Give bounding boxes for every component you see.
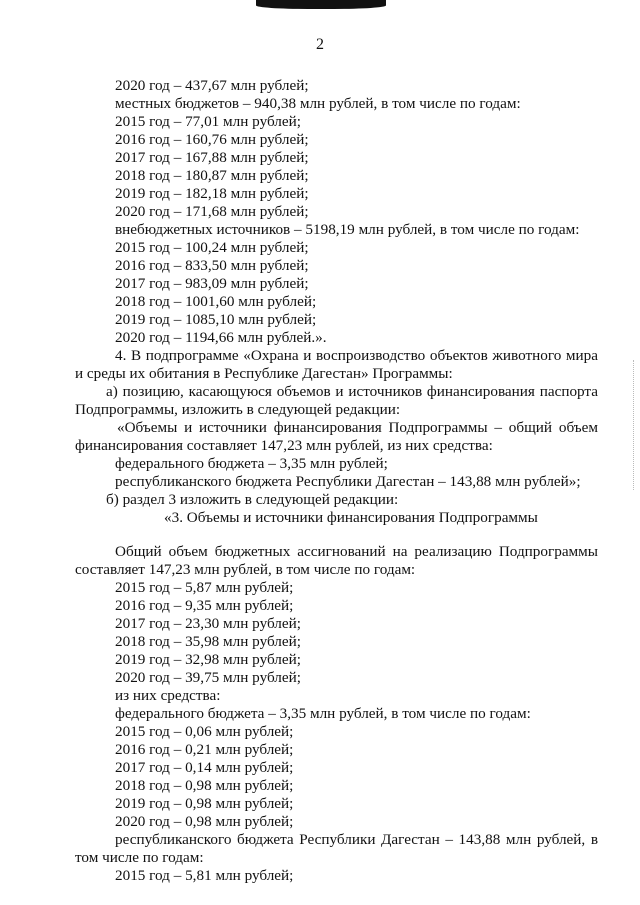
- text-line: 2015 год – 5,81 млн рублей;: [115, 867, 294, 884]
- text-line: республиканского бюджета Республики Дагестан – 143,88 млн рублей»;: [115, 473, 581, 490]
- text-line: 2019 год – 0,98 млн рублей;: [115, 795, 294, 812]
- text-line: 2020 год – 171,68 млн рублей;: [115, 203, 309, 220]
- text-line: Общий объем бюджетных ассигнований на реализацию Подпрограммы: [115, 543, 598, 560]
- text-line: 2020 год – 437,67 млн рублей;: [115, 77, 309, 94]
- section-heading: «3. Объемы и источники финансирования Подпрограммы: [164, 509, 538, 526]
- text-line: внебюджетных источников – 5198,19 млн рублей, в том числе по годам:: [115, 221, 580, 238]
- scan-artifact: [256, 0, 386, 9]
- text-line: 2020 год – 1194,66 млн рублей.».: [115, 329, 327, 346]
- text-line: 2015 год – 77,01 млн рублей;: [115, 113, 301, 130]
- text-line: федерального бюджета – 3,35 млн рублей;: [115, 455, 388, 472]
- text-line: 2017 год – 983,09 млн рублей;: [115, 275, 309, 292]
- scan-edge-artifact: [633, 360, 636, 490]
- text-line: Подпрограммы, изложить в следующей редакции:: [75, 401, 401, 418]
- text-line: и среды их обитания в Республике Дагестан» Программы:: [75, 365, 453, 382]
- text-line: б) раздел 3 изложить в следующей редакции:: [106, 491, 399, 508]
- text-line: составляет 147,23 млн рублей, в том числе по годам:: [75, 561, 416, 578]
- text-line: 4. В подпрограмме «Охрана и воспроизводство объектов животного мира: [115, 347, 598, 364]
- text-line: 2015 год – 5,87 млн рублей;: [115, 579, 294, 596]
- text-line: а) позицию, касающуюся объемов и источников финансирования паспорта: [106, 383, 598, 400]
- text-line: 2017 год – 23,30 млн рублей;: [115, 615, 301, 632]
- text-line: финансирования составляет 147,23 млн рублей, из них средства:: [75, 437, 493, 454]
- text-line: 2018 год – 1001,60 млн рублей;: [115, 293, 317, 310]
- text-line: республиканского бюджета Республики Дагестан – 143,88 млн рублей, в: [115, 831, 598, 848]
- text-line: 2016 год – 833,50 млн рублей;: [115, 257, 309, 274]
- text-line: 2016 год – 160,76 млн рублей;: [115, 131, 309, 148]
- text-line: 2018 год – 35,98 млн рублей;: [115, 633, 301, 650]
- text-line: 2020 год – 0,98 млн рублей;: [115, 813, 294, 830]
- text-line: 2016 год – 9,35 млн рублей;: [115, 597, 294, 614]
- text-line: том числе по годам:: [75, 849, 204, 866]
- text-line: 2017 год – 0,14 млн рублей;: [115, 759, 294, 776]
- page-number: 2: [316, 36, 324, 53]
- text-line: 2020 год – 39,75 млн рублей;: [115, 669, 301, 686]
- text-line: 2017 год – 167,88 млн рублей;: [115, 149, 309, 166]
- text-line: федерального бюджета – 3,35 млн рублей, в том числе по годам:: [115, 705, 531, 722]
- text-line: 2019 год – 32,98 млн рублей;: [115, 651, 301, 668]
- text-line: 2015 год – 100,24 млн рублей;: [115, 239, 309, 256]
- text-line: 2015 год – 0,06 млн рублей;: [115, 723, 294, 740]
- text-line: 2018 год – 0,98 млн рублей;: [115, 777, 294, 794]
- text-line: из них средства:: [115, 687, 221, 704]
- text-line: 2019 год – 182,18 млн рублей;: [115, 185, 309, 202]
- text-line: 2016 год – 0,21 млн рублей;: [115, 741, 294, 758]
- text-line: «Объемы и источники финансирования Подпрограммы – общий объем: [117, 419, 598, 436]
- text-line: 2019 год – 1085,10 млн рублей;: [115, 311, 317, 328]
- text-line: 2018 год – 180,87 млн рублей;: [115, 167, 309, 184]
- text-line: местных бюджетов – 940,38 млн рублей, в том числе по годам:: [115, 95, 521, 112]
